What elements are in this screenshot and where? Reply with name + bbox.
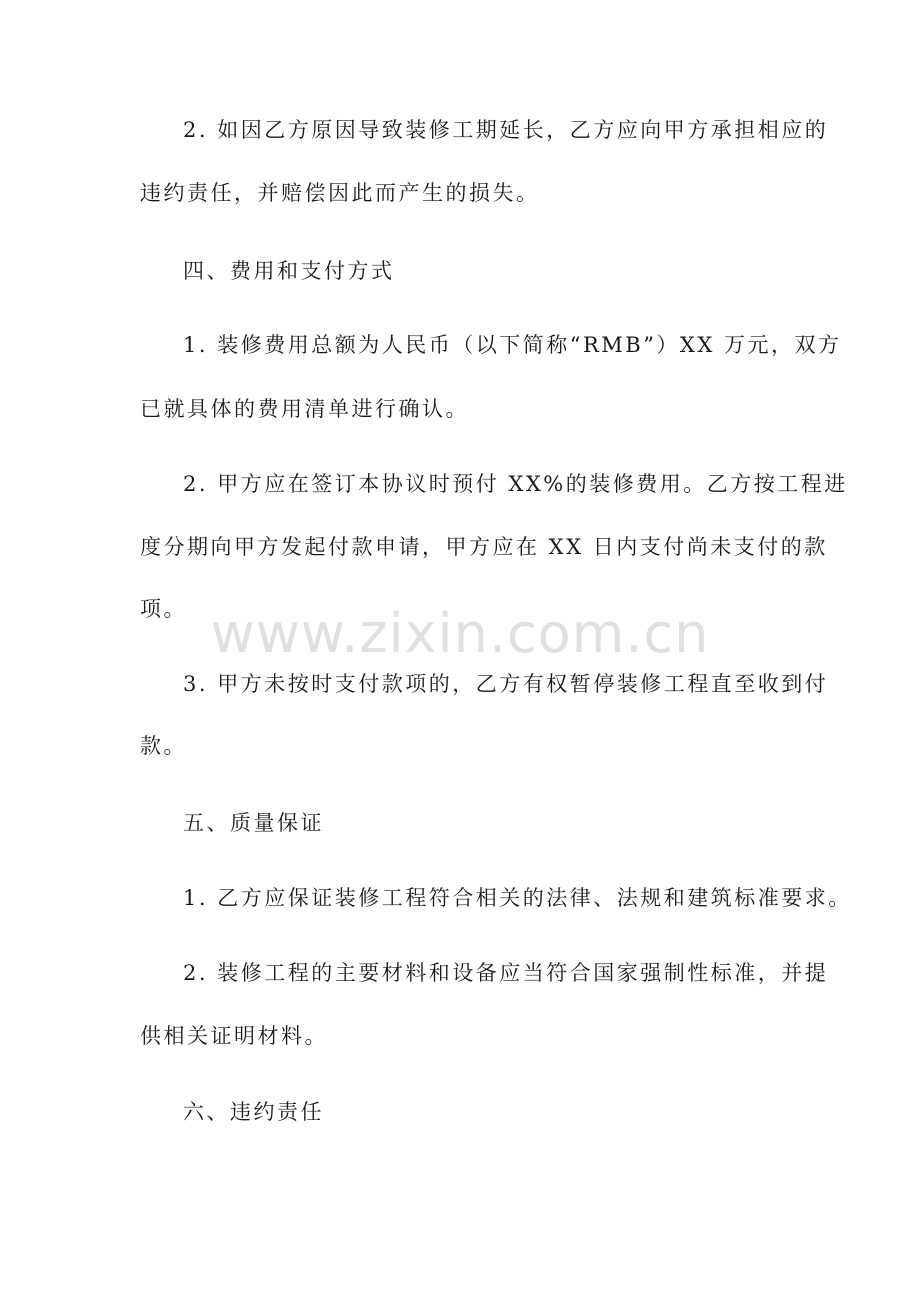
section-heading: 四、费用和支付方式	[183, 259, 395, 283]
paragraph-line: 3. 甲方未按时支付款项的，乙方有权暂停装修工程直至收到付	[183, 672, 829, 696]
paragraph-line: 1. 乙方应保证装修工程符合相关的法律、法规和建筑标准要求。	[183, 886, 852, 910]
watermark-text: www.zixin.com.cn	[210, 602, 710, 665]
section-heading: 五、质量保证	[183, 811, 324, 835]
paragraph-line: 2. 甲方应在签订本协议时预付 XX%的装修费用。乙方按工程进	[183, 472, 848, 496]
paragraph-line: 项。	[140, 597, 187, 621]
paragraph-line: 已就具体的费用清单进行确认。	[140, 397, 469, 421]
paragraph-line: 度分期向甲方发起付款申请，甲方应在 XX 日内支付尚未支付的款	[140, 535, 828, 559]
paragraph-line: 2. 装修工程的主要材料和设备应当符合国家强制性标准，并提	[183, 961, 829, 985]
paragraph-line: 款。	[140, 734, 187, 758]
paragraph-line: 1. 装修费用总额为人民币（以下简称“RMB”）XX 万元，双方	[183, 333, 842, 357]
paragraph-line: 违约责任，并赔偿因此而产生的损失。	[140, 181, 540, 205]
section-heading: 六、违约责任	[183, 1100, 324, 1124]
paragraph-line: 2. 如因乙方原因导致装修工期延长，乙方应向甲方承担相应的	[183, 118, 829, 142]
paragraph-line: 供相关证明材料。	[140, 1024, 328, 1048]
